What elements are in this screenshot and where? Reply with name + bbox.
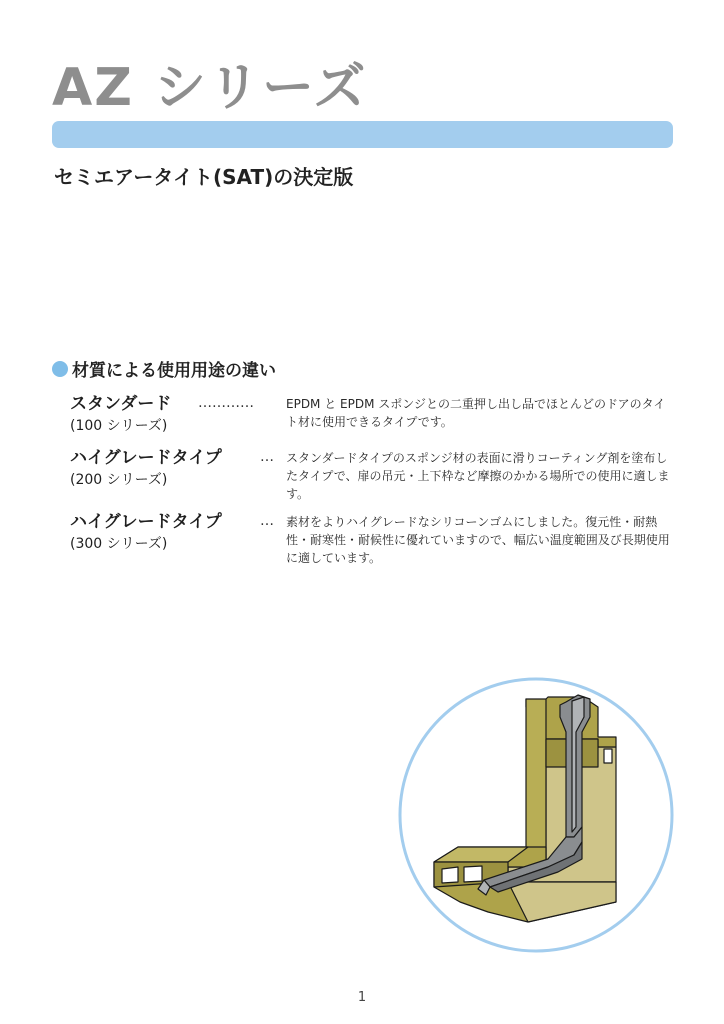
section-heading-text: 材質による使用用途の違い xyxy=(72,361,276,381)
title-accent-bar xyxy=(52,121,673,148)
page-subtitle: セミエアータイト(SAT)の決定版 xyxy=(54,165,354,189)
material-name: ハイグレードタイプ xyxy=(70,512,222,532)
section-heading xyxy=(52,356,276,381)
bullet-icon xyxy=(52,361,68,377)
material-description: 素材をよりハイグレードなシリコーンゴムにしました。復元性・耐熱性・耐寒性・耐候性に優れていますので、幅広い温度範囲及び長期使用に適しています。 xyxy=(286,515,670,565)
leader-dots: ………… xyxy=(198,395,254,411)
material-name: ハイグレードタイプ xyxy=(70,448,222,468)
material-series: (200 シリーズ) xyxy=(70,472,168,488)
material-description: EPDM と EPDM スポンジとの二重押し出し品でほとんどのドアのタイト材に使用できるタイプです。 xyxy=(286,397,666,429)
page-title: AZ シリーズ xyxy=(52,58,368,118)
material-item-highgrade-300 xyxy=(70,511,680,575)
leader-dots: … xyxy=(260,449,274,465)
leader-dots: … xyxy=(260,513,274,529)
material-series: (300 シリーズ) xyxy=(70,536,168,552)
material-name: スタンダード xyxy=(70,394,172,414)
material-series: (100 シリーズ) xyxy=(70,418,168,434)
material-item-highgrade-200 xyxy=(70,447,680,511)
material-description: スタンダードタイプのスポンジ材の表面に滑りコーティング剤を塗布したタイプで、扉の吊元・上下枠など摩擦のかかる場所での使用に適します。 xyxy=(286,451,670,501)
door-frame-illustration xyxy=(398,677,674,953)
page-number: 1 xyxy=(357,990,367,1005)
